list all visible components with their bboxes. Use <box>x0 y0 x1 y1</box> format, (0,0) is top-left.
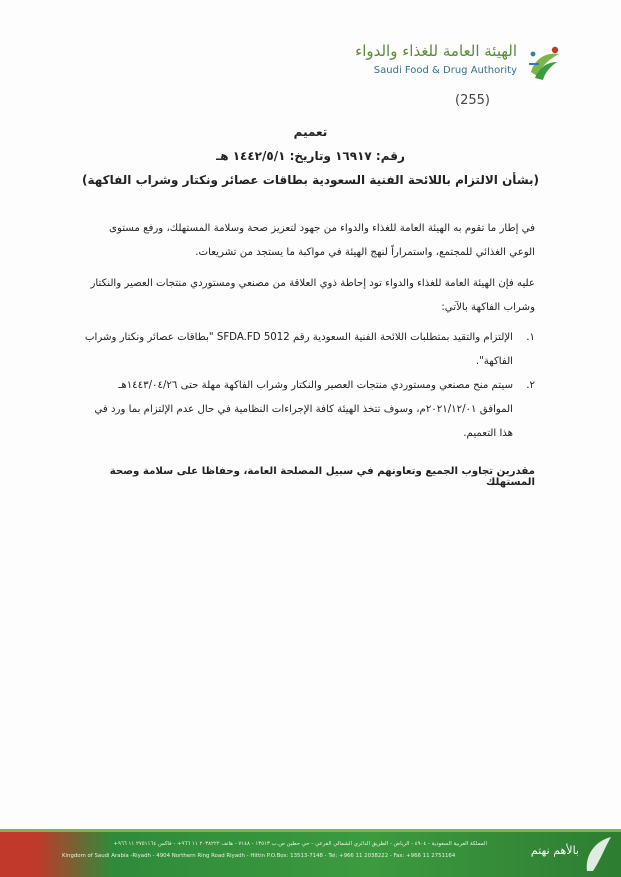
list-item-number: ١. <box>526 332 535 343</box>
list-item <box>83 326 535 374</box>
sfda-emblem-icon <box>525 44 563 82</box>
footer-slogan: بالأهم نهتم <box>530 844 579 857</box>
org-name-english: Saudi Food & Drug Authority <box>373 65 517 76</box>
document-number: (255) <box>455 93 490 108</box>
org-name-arabic: الهيئة العامة للغذاء والدواء <box>355 42 517 60</box>
list-item-text: سيتم منح مصنعي ومستوردي منتجات العصير والنكتار وشراب الفاكهة مهلة حتى ١٤٤٣/٠٤/٢٦هـ الموافق ٢٠٢١/١٢/٠١م، وسوف تتخذ الهيئة كافة الإجراءات النظامية في حال عدم الإلتزام بما ورد في هذا التعميم. <box>94 380 513 439</box>
footer-bar <box>0 829 621 877</box>
notice-paragraph: عليه فإن الهيئة العامة للغذاء والدواء تود إحاطة ذوي العلاقة من مصنعي ومستوردي منتجات العصير والنكتار وشراب الفاكهة بالآتي: <box>90 278 535 313</box>
list-item-text: الإلتزام والتقيد بمتطلبات اللائحة الفنية السعودية رقم SFDA.FD 5012 "بطاقات عصائر ونكتار وشراب الفاكهة". <box>84 332 513 367</box>
leaf-icon <box>583 835 613 873</box>
footer-address-english: Kingdom of Saudi Arabia -Riyadh - 4904 Northern Ring Road Riyadh - Hittin P.O.Box: 13513-7148 - Tel: +966 11 2038222 - Fax: +966 11 2751164 <box>62 853 456 859</box>
list-item-number: ٢. <box>526 380 535 391</box>
intro-paragraph: في إطار ما تقوم به الهيئة العامة للغذاء والدواء من جهود لتعزيز صحة وسلامة المستهلك، ورفع مستوى الوعي الغذائي للمجتمع، واستمراراً لنهج الهيئة في مواكبة ما يستجد من تشريعات. <box>109 223 535 258</box>
circular-reference: رقم: ١٦٩١٧ وتاريخ: ١٤٤٢/٥/١ هـ <box>216 149 405 163</box>
closing-statement: مقدرين تجاوب الجميع وتعاونهم في سبيل المصلحة العامة، وحفاظا على سلامة وصحة المستهلك <box>109 466 535 488</box>
footer-address-arabic: المملكة العربية السعودية - ٤٩٠٤ - الرياض - الطريق الدائري الشمالي الفرعي - حي حطين ص.ب ١٣٥١٣ - ٧١٤٨ - هاتف ٢٠٣٨٢٢٢ ١١ ٩٦٦+ - فاكس ٢٧٥١١٦٤ ١١ ٩٦٦+ <box>113 841 487 847</box>
list-item <box>83 374 535 446</box>
footer-stripe <box>0 829 621 832</box>
sfda-logo <box>313 40 563 90</box>
circular-title: تعميم <box>293 125 328 139</box>
circular-subject: (بشأن الالتزام باللائحة الفنية السعودية بطاقات عصائر ونكتار وشراب الفاكهة) <box>81 173 540 187</box>
